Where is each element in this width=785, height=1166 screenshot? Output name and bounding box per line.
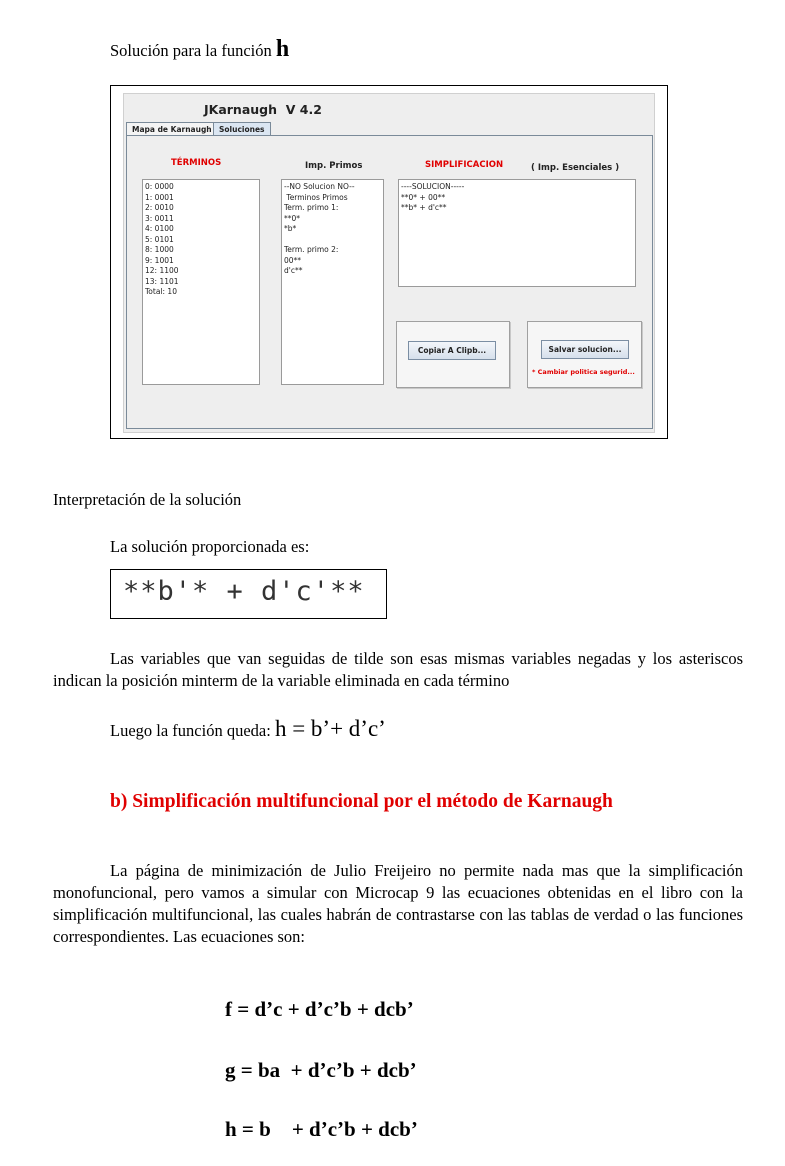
list-item: 00** [284, 255, 302, 265]
section-b-title: b) Simplificación multifuncional por el método de Karnaugh [110, 791, 613, 812]
result-equation: h = b’+ d’c’ [274, 716, 386, 741]
equation-h: h = b + d’c’b + dcb’ [225, 1117, 418, 1141]
essential-header: ( Imp. Esenciales ) [531, 163, 620, 173]
list-item: 12: 1100 [145, 266, 179, 275]
tab-mapa-karnaugh[interactable]: Mapa de Karnaugh [126, 122, 218, 136]
list-item: --NO Solucion NO-- [284, 182, 355, 191]
section-heading [110, 36, 289, 63]
list-item: Total: 10 [145, 287, 177, 296]
jkarnaugh-window [123, 93, 655, 433]
primes-header: Imp. Primos [305, 161, 363, 171]
list-item: 4: 0100 [145, 224, 174, 233]
list-item: d'c** [284, 266, 303, 275]
list-item: 1: 0001 [145, 192, 174, 202]
simplification-header: SIMPLIFICACION [425, 160, 504, 170]
list-item: **b* + d'c** [401, 203, 447, 212]
paragraph-text: La página de minimización de Julio Freijeiro no permite nada mas que la simplificación monofuncional, pero vamos a simular con Microcap 9 las ecuaciones obtenidas en el libro con la simplificación multifuncional, las cuales habrán de contrastarse con las tablas de verdad o las funciones correspondientes. Las ecuaciones son: [53, 861, 743, 946]
list-item: 13: 1101 [145, 276, 179, 286]
result-prefix: Luego la función queda: [110, 721, 275, 740]
app-screenshot-frame [110, 85, 668, 439]
interpretation-title: Interpretación de la solución [53, 490, 242, 509]
primes-list[interactable] [281, 179, 384, 385]
tab-soluciones[interactable]: Soluciones [213, 122, 271, 136]
list-item: 9: 1001 [145, 255, 174, 265]
list-item: 5: 0101 [145, 234, 174, 244]
heading-text: Solución para la función [110, 41, 276, 60]
solution-image [110, 569, 387, 619]
interpretation-paragraph [53, 648, 743, 692]
solution-intro: La solución proporcionada es: [110, 537, 310, 556]
list-item: ----SOLUCION----- [401, 182, 465, 191]
list-item: Term. primo 2: [284, 245, 339, 254]
terms-header: TÉRMINOS [171, 158, 222, 168]
solution-image-text: **b'* + d'c'** [123, 576, 365, 607]
section-b-paragraph [53, 860, 743, 948]
simplification-textarea[interactable] [398, 179, 636, 287]
list-item: 8: 1000 [145, 245, 174, 254]
list-item: Terminos Primos [284, 192, 348, 202]
heading-function-var: h [275, 36, 290, 62]
list-item: **0* [284, 213, 301, 223]
soluciones-panel [126, 135, 653, 429]
app-title: JKarnaugh V 4.2 [204, 102, 322, 117]
list-item [284, 235, 381, 246]
paragraph-text: Las variables que van seguidas de tilde son esas mismas variables negadas y los asteriscos indican la posición minterm de la variable eliminada en cada término [53, 649, 743, 690]
save-solution-button[interactable]: Salvar solucion... [541, 340, 629, 359]
list-item: 3: 0011 [145, 213, 174, 223]
equation-f: f = d’c + d’c’b + dcb’ [225, 997, 414, 1021]
list-item: 2: 0010 [145, 203, 174, 212]
list-item: *b* [284, 224, 297, 233]
result-line [110, 718, 386, 742]
security-warning: * Cambiar politica segurid... [532, 368, 635, 376]
list-item: Term. primo 1: [284, 203, 339, 212]
list-item: **0* + 00** [401, 192, 446, 202]
list-item: 0: 0000 [145, 182, 174, 191]
copy-clipboard-button[interactable]: Copiar A Clipb... [408, 341, 496, 360]
save-panel [527, 321, 642, 388]
equation-g: g = ba + d’c’b + dcb’ [225, 1058, 417, 1082]
terms-list[interactable] [142, 179, 260, 385]
copy-panel [396, 321, 510, 388]
